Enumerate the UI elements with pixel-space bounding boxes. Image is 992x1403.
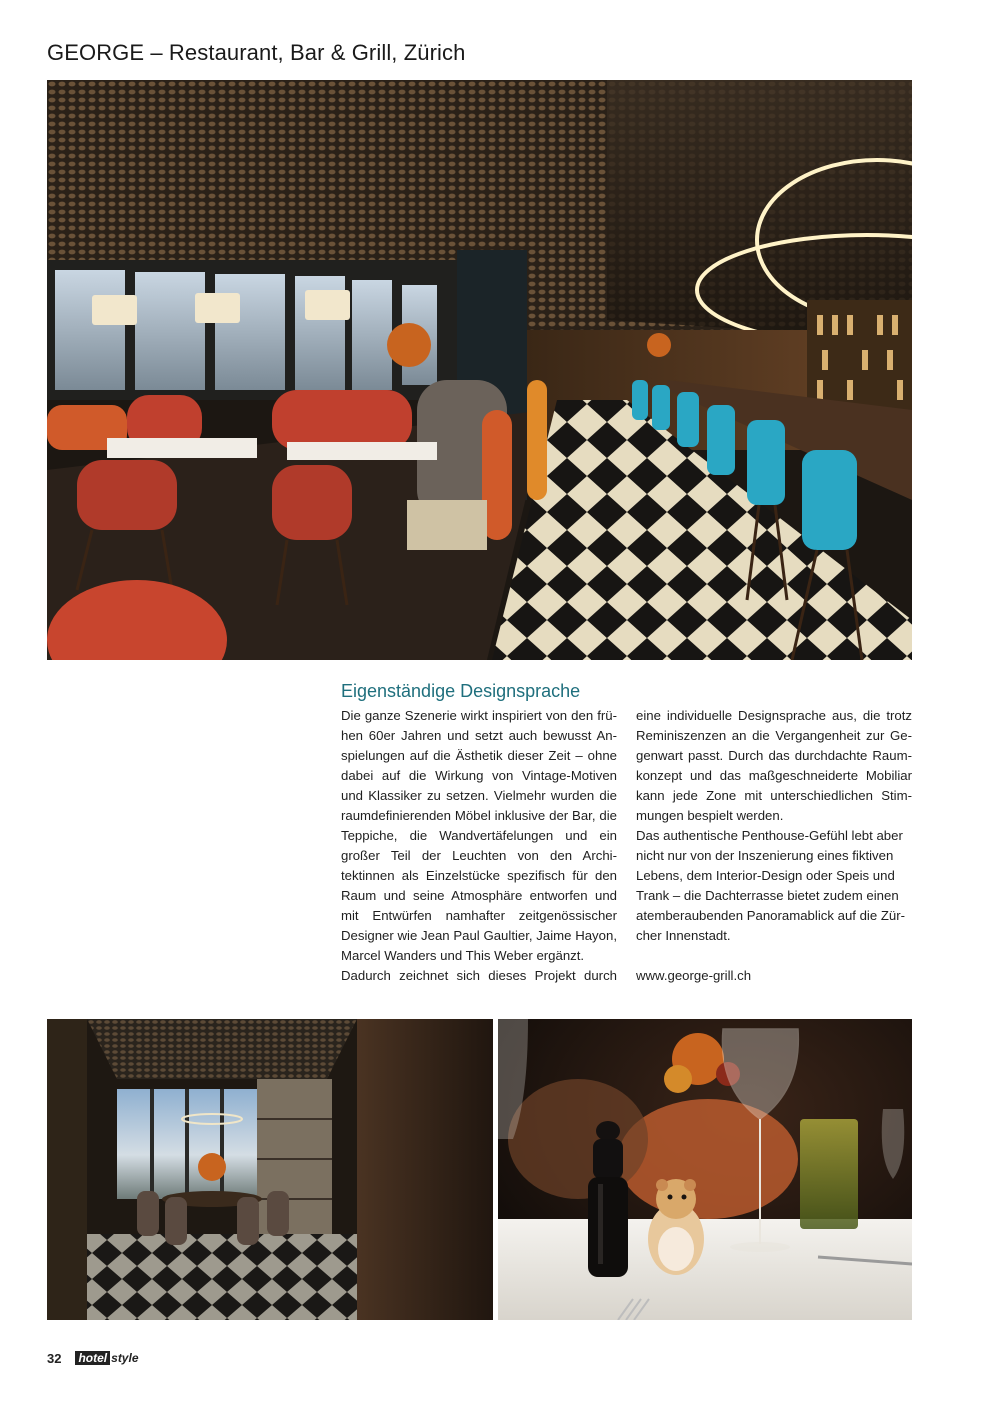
spacer — [636, 946, 912, 966]
paragraph: Die ganze Szenerie wirkt inspiriert von den frühen 60er Jahren und setzt auch bewusst Anspielungen auf die Ästhetik dieser Zeit – ohne dabei auf die Wirkung von Vintage-Motiven und Klassiker zu setzen. Vielmehr wurden die raumdefinierenden Möbel inklusive der Bar, die Teppiche, die Wandvertäfelungen und ein großer Teil der Leuchten von den Architektinnen als Einzelstücke spezifisch für den Raum und seine Atmosphäre entworfen und mit Entwürfen namhafter zeitgenössischer Designer wie Jean Paul Gaultier, Jaime Hayon, Marcel Wanders und This Weber ergänzt. — [341, 708, 617, 963]
page-number: 32 — [47, 1350, 62, 1366]
private-dining-photo — [47, 1019, 493, 1320]
text-column-right — [636, 706, 912, 986]
logo-style: style — [111, 1351, 139, 1365]
paragraph: Das authentische Penthouse-Gefühl lebt aber nicht nur von der Inszenierung eines fiktiven Lebens, dem Interior-Design oder Speis und Trank – die Dachterrasse bietet zudem einen atemberaubenden Panoramablick auf die Zürcher Innenstadt. — [636, 828, 906, 943]
paragraph: eine individuelle Designsprache aus, die trotz Reminiszenzen an die Vergangenheit zur Gegenwart passt. Durch das durchdachte Raumkonzept und das maßgeschneiderte Mobiliar kann jede Zone mit unterschiedlichen Stimmungen bespielt werden. — [636, 708, 912, 823]
paragraph: Dadurch zeichnet sich dieses Projekt durch — [341, 968, 617, 983]
page-footer — [47, 1349, 139, 1367]
table-detail-photo — [498, 1019, 912, 1320]
section-heading: Eigenständige Designsprache — [341, 681, 581, 701]
page-title: GEORGE – Restaurant, Bar & Grill, Zürich — [47, 40, 466, 65]
magazine-logo — [75, 1351, 138, 1365]
website-link[interactable]: www.george-grill.ch — [636, 968, 752, 983]
logo-hotel: hotel — [75, 1351, 110, 1365]
restaurant-bar-photo — [47, 80, 912, 660]
text-column-left — [341, 706, 617, 986]
